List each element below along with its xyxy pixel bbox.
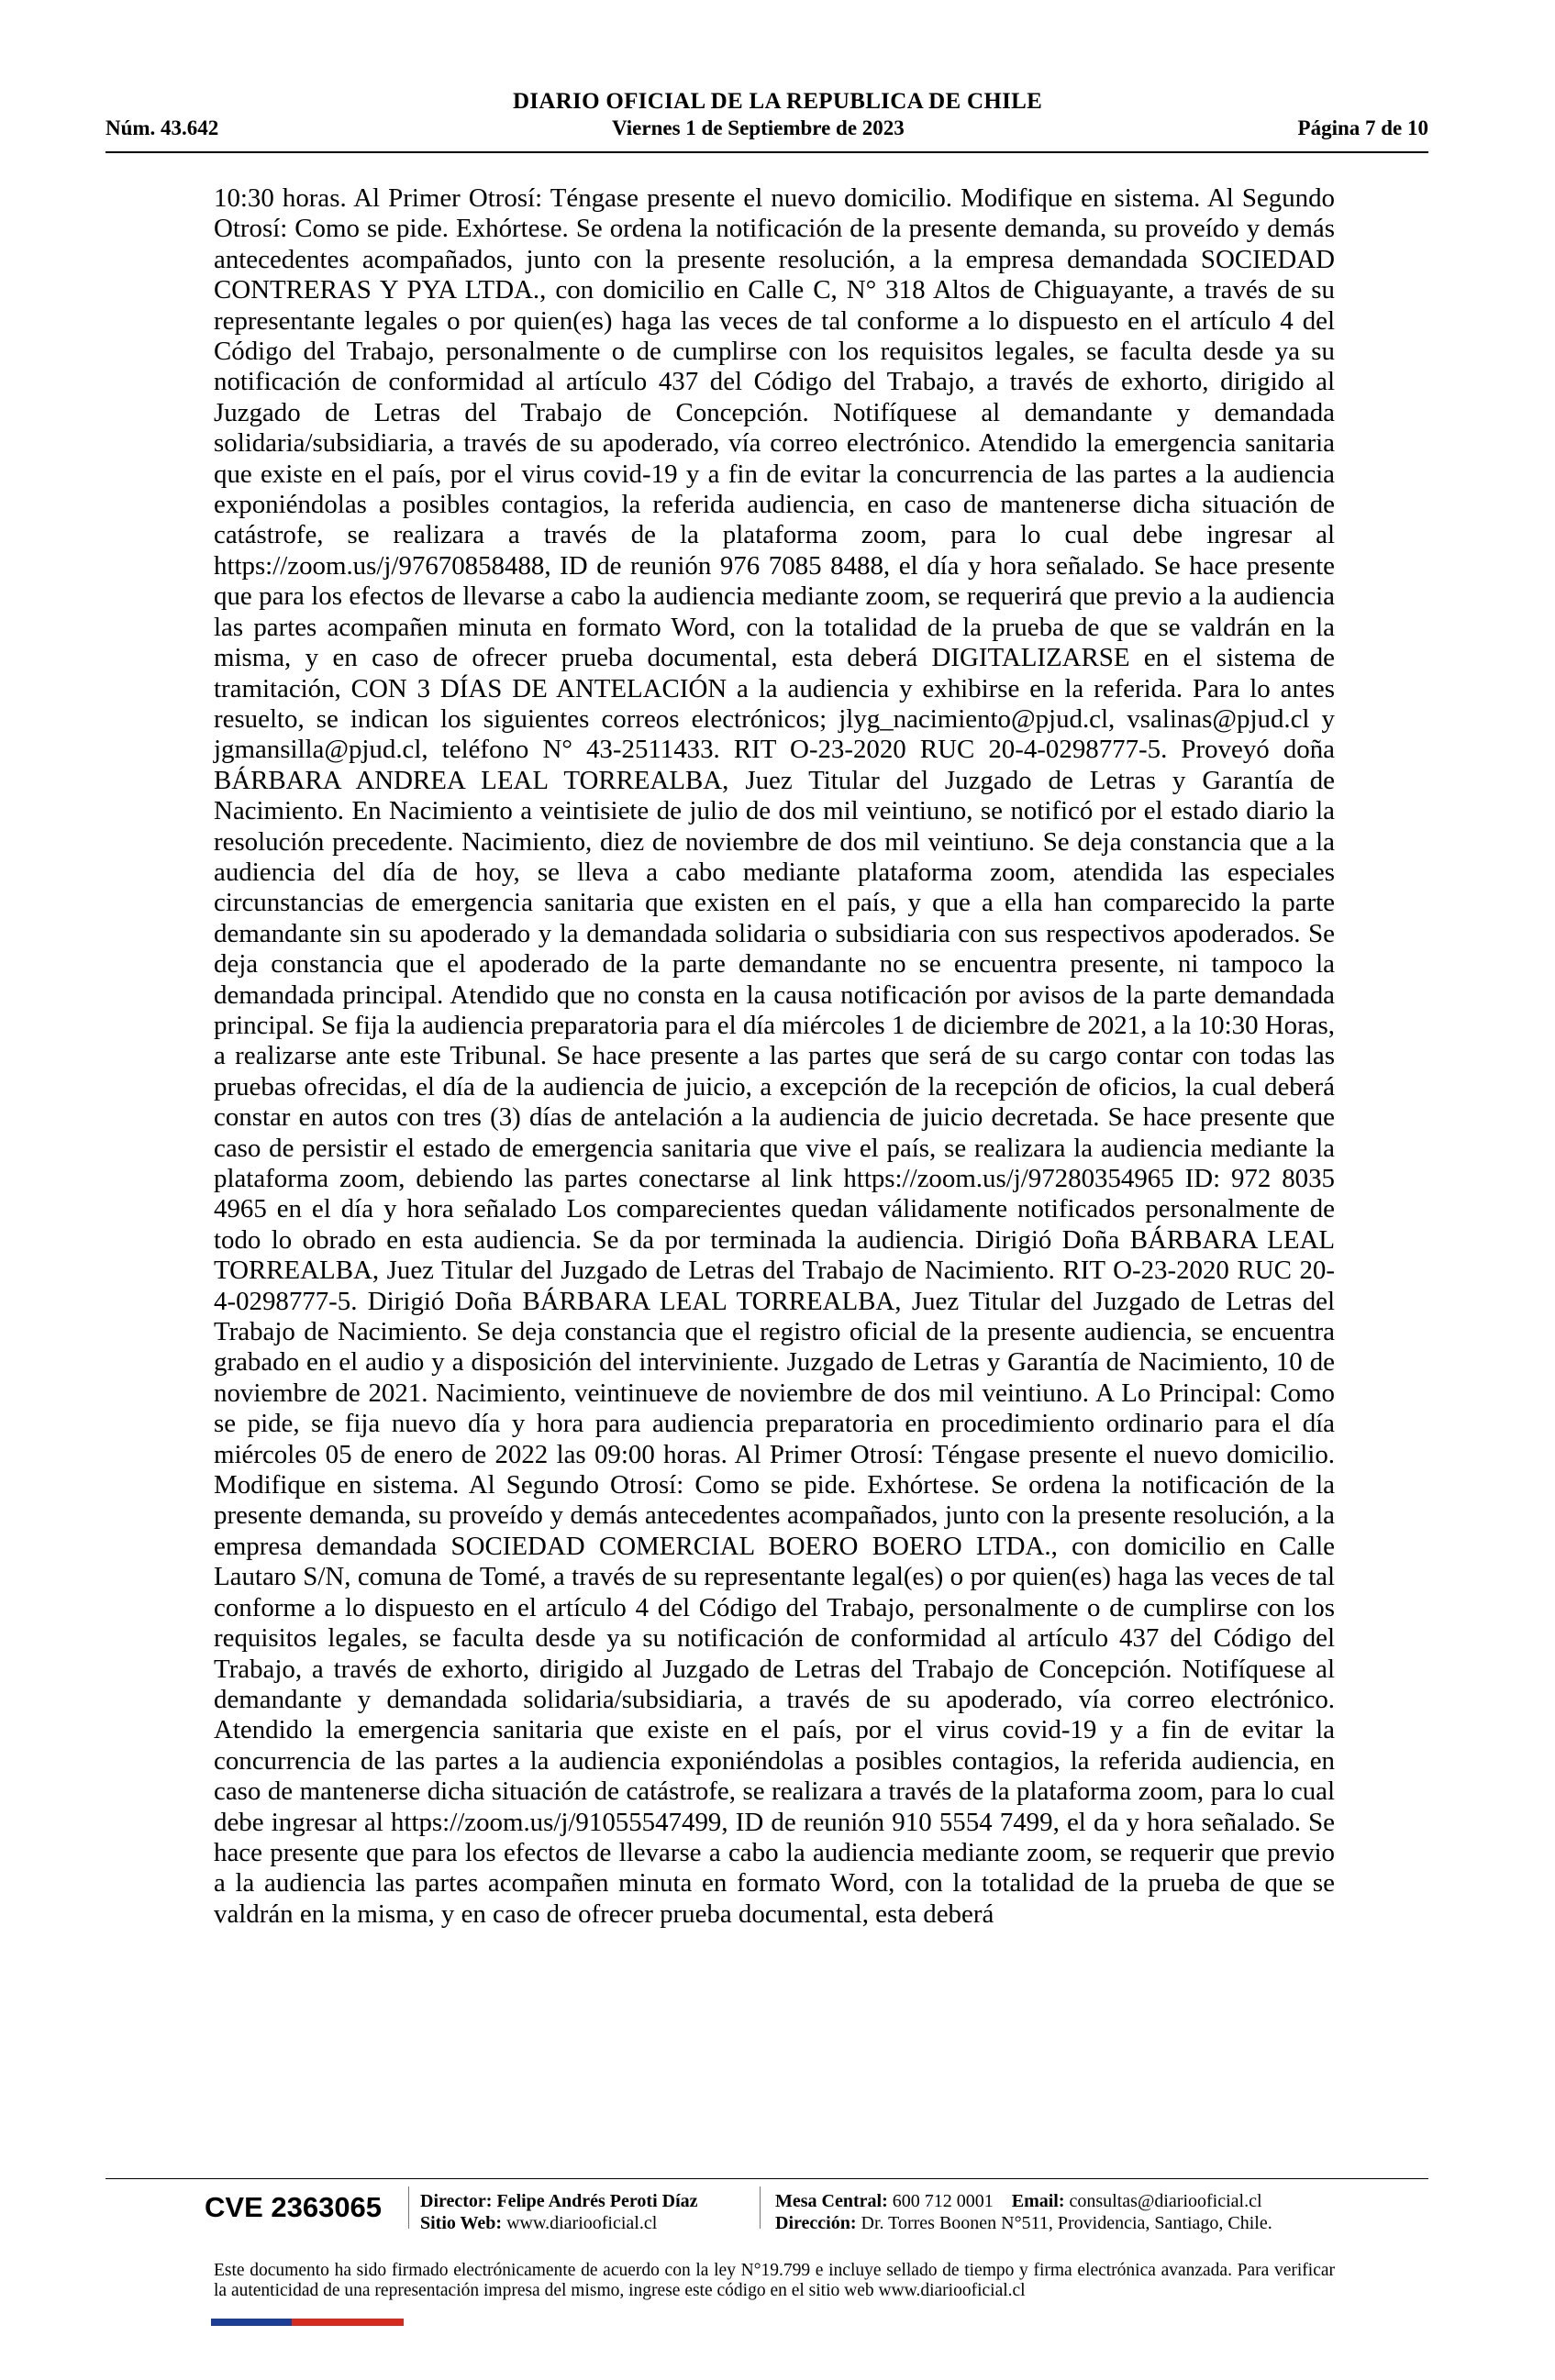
page-number: Página 7 de 10: [1297, 116, 1428, 139]
footer-separator: [408, 2186, 409, 2229]
flag-color-bar: [211, 2319, 404, 2326]
footer-divider: [106, 2178, 1428, 2179]
header-divider: [106, 151, 1428, 153]
issue-date: Viernes 1 de Septiembre de 2023: [612, 116, 905, 139]
document-body: [214, 183, 1335, 1930]
flag-bar-red: [292, 2319, 404, 2326]
email-label: Email:: [1011, 2191, 1065, 2211]
footer-director-block: [420, 2190, 698, 2234]
flag-bar-blue: [211, 2319, 292, 2326]
director-label: Director:: [420, 2191, 493, 2211]
phone-label: Mesa Central:: [775, 2191, 888, 2211]
phone-number: 600 712 0001: [892, 2191, 994, 2211]
body-paragraph: 10:30 horas. Al Primer Otrosí: Téngase presente el nuevo domicilio. Modifique en sistema. Al Segundo Otrosí: Como se pide. Exhórtese. Se ordena la notificación de la presente demanda, su proveído y demás antecedentes acompañados, junto con la presente resolución, a la empresa demandada SOCIEDAD CONTRERAS Y PYA LTDA., con domicilio en Calle C, N° 318 Altos de Chiguayante, a través de su representante legales o por quien(es) haga las veces de tal conforme a lo dispuesto en el artículo 4 del Código del Trabajo, personalmente o de cumplirse con los requisitos legales, se faculta desde ya su notificación de conformidad al artículo 437 del Código del Trabajo, a través de exhorto, dirigido al Juzgado de Letras del Trabajo de Concepción. Notifíquese al demandante y demandada solidaria/subsidiaria, a través de su apoderado, vía correo electrónico. Atendido la emergencia sanitaria que existe en el país, por el virus covid-19 y a fin de evitar la concurrencia de las partes a la audiencia exponiéndolas a posibles contagios, la referida audiencia, en caso de mantenerse dicha situación de catástrofe, se realizara a través de la plataforma zoom, para lo cual debe ingresar al https://zoom.us/j/97670858488, ID de reunión 976 7085 8488, el día y hora señalado. Se hace presente que para los efectos de llevarse a cabo la audiencia mediante zoom, se requerirá que previo a la audiencia las partes acompañen minuta en formato Word, con la totalidad de la prueba de que se valdrán en la misma, y en caso de ofrecer prueba documental, esta deberá DIGITALIZARSE en el sistema de tramitación, CON 3 DÍAS DE ANTELACIÓN a la audiencia y exhibirse en la referida. Para lo antes resuelto, se indican los siguientes correos electrónicos; jlyg_nacimiento@pjud.cl, vsalinas@pjud.cl y jgmansilla@pjud.cl, teléfono N° 43-2511433. RIT O-23-2020 RUC 20-4-0298777-5. Proveyó doña BÁRBARA ANDREA LEAL TORREALBA, Juez Titular del Juzgado de Letras y Garantía de Nacimiento. En Nacimiento a veintisiete de julio de dos mil veintiuno, se notificó por el estado diario la resolución precedente. Nacimiento, diez de noviembre de dos mil veintiuno. Se deja constancia que a la audiencia del día de hoy, se lleva a cabo mediante plataforma zoom, atendida las especiales circunstancias de emergencia sanitaria que existen en el país, y que a ella han comparecido la parte demandante sin su apoderado y la demandada solidaria o subsidiaria con sus respectivos apoderados. Se deja constancia que el apoderado de la parte demandante no se encuentra presente, ni tampoco la demandada principal. Atendido que no consta en la causa notificación por avisos de la parte demandada principal. Se fija la audiencia preparatoria para el día miércoles 1 de diciembre de 2021, a la 10:30 Horas, a realizarse ante este Tribunal. Se hace presente a las partes que será de su cargo contar con todas las pruebas ofrecidas, el día de la audiencia de juicio, a excepción de la recepción de oficios, la cual deberá constar en autos con tres (3) días de antelación a la audiencia de juicio decretada. Se hace presente que caso de persistir el estado de emergencia sanitaria que vive el país, se realizara la audiencia mediante la plataforma zoom, debiendo las partes conectarse al link https://zoom.us/j/97280354965 ID: 972 8035 4965 en el día y hora señalado Los comparecientes quedan válidamente notificados personalmente de todo lo obrado en esta audiencia. Se da por terminada la audiencia. Dirigió Doña BÁRBARA LEAL TORREALBA, Juez Titular del Juzgado de Letras del Trabajo de Nacimiento. RIT O-23-2020 RUC 20-4-0298777-5. Dirigió Doña BÁRBARA LEAL TORREALBA, Juez Titular del Juzgado de Letras del Trabajo de Nacimiento. Se deja constancia que el registro oficial de la presente audiencia, se encuentra grabado en el audio y a disposición del interviniente. Juzgado de Letras y Garantía de Nacimiento, 10 de noviembre de 2021. Nacimiento, veintinueve de noviembre de dos mil veintiuno. A Lo Principal: Como se pide, se fija nuevo día y hora para audiencia preparatoria en procedimiento ordinario para el día miércoles 05 de enero de 2022 las 09:00 horas. Al Primer Otrosí: Téngase presente el nuevo domicilio. Modifique en sistema. Al Segundo Otrosí: Como se pide. Exhórtese. Se ordena la notificación de la presente demanda, su proveído y demás antecedentes acompañados, junto con la presente resolución, a la empresa demandada SOCIEDAD COMERCIAL BOERO BOERO LTDA., con domicilio en Calle Lautaro S/N, comuna de Tomé, a través de su representante legal(es) o por quien(es) haga las veces de tal conforme a lo dispuesto en el artículo 4 del Código del Trabajo, personalmente o de cumplirse con los requisitos legales, se faculta desde ya su notificación de conformidad al artículo 437 del Código del Trabajo, a través de exhorto, dirigido al Juzgado de Letras del Trabajo de Concepción. Notifíquese al demandante y demandada solidaria/subsidiaria, a través de su apoderado, vía correo electrónico. Atendido la emergencia sanitaria que existe en el país, por el virus covid-19 y a fin de evitar la concurrencia de las partes a la audiencia exponiéndolas a posibles contagios, la referida audiencia, en caso de mantenerse dicha situación de catástrofe, se realizara a través de la plataforma zoom, para lo cual debe ingresar al https://zoom.us/j/91055547499, ID de reunión 910 5554 7499, el da y hora señalado. Se hace presente que para los efectos de llevarse a cabo la audiencia mediante zoom, se requerir que previo a la audiencia las partes acompañen minuta en formato Word, con la totalidad de la prueba de que se valdrán en la misma, y en caso de ofrecer prueba documental, esta deberá: [214, 183, 1335, 1929]
header-row: [106, 116, 1428, 140]
cve-code: CVE 2363065: [205, 2191, 383, 2223]
publication-title: DIARIO OFICIAL DE LA REPUBLICA DE CHILE: [512, 89, 1043, 114]
address-label: Dirección:: [775, 2213, 857, 2233]
footer-contact-block: [775, 2190, 1272, 2234]
issue-number: Núm. 43.642: [106, 116, 219, 139]
website-label: Sitio Web:: [420, 2213, 503, 2233]
footer-separator: [760, 2186, 761, 2229]
director-name: Felipe Andrés Peroti Díaz: [496, 2191, 698, 2211]
email-link[interactable]: consultas@diariooficial.cl: [1069, 2191, 1262, 2211]
address-text: Dr. Torres Boonen N°511, Providencia, Santiago, Chile.: [861, 2213, 1272, 2233]
website-link[interactable]: www.diariooficial.cl: [506, 2213, 658, 2233]
signature-note: Este documento ha sido firmado electrónicamente de acuerdo con la ley N°19.799 e incluye sellado de tiempo y firma electrónica avanzada. Para verificar la autenticidad de una representación impresa del mismo, ingrese este código en el sitio web www.diariooficial.cl: [214, 2261, 1335, 2300]
